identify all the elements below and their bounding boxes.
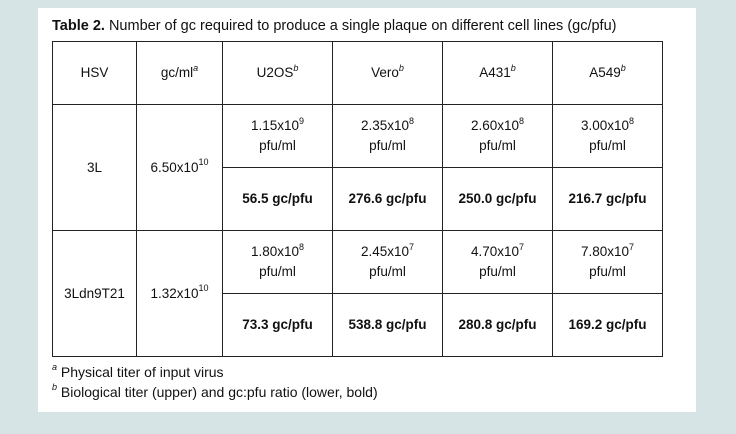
- header-u2os: $U2OS^b$: [223, 42, 333, 105]
- ratio-cell: 56.5 gc/pfu: [223, 168, 333, 231]
- ratio-cell: 169.2 gc/pfu: [553, 294, 663, 357]
- footnote-b: $^b$ Biological titer (upper) and gc:pfu ratio (lower, bold): [52, 382, 378, 400]
- header-a549: A549$^b$: [553, 42, 663, 105]
- ratio-cell: 276.6 gc/pfu: [333, 168, 443, 231]
- header-a431: A431$^b$: [443, 42, 553, 105]
- footnote-a: $^a$ Physical titer of input virus: [52, 362, 224, 380]
- header-vero: Vero$^b$: [333, 42, 443, 105]
- header-hsv: HSV: [53, 42, 137, 105]
- titer-cell: $1.15x10^9$ pfu/ml: [223, 105, 333, 168]
- header-row: [53, 42, 663, 105]
- header-gcml: $gc/ml^a$: [137, 42, 223, 105]
- titer-cell: $1.80x10^8$ pfu/ml: [223, 231, 333, 294]
- table-card: [38, 8, 696, 412]
- ratio-cell: 538.8 gc/pfu: [333, 294, 443, 357]
- titer-cell: $3.00x10^8$ pfu/ml: [553, 105, 663, 168]
- titer-cell: $2.35x10^8$ pfu/ml: [333, 105, 443, 168]
- data-table: [52, 41, 663, 357]
- titer-cell: $7.80x10^7$ pfu/ml: [553, 231, 663, 294]
- row-gcml-3ldn9t21: $1.32x10^{10}$: [137, 231, 223, 357]
- ratio-cell: 216.7 gc/pfu: [553, 168, 663, 231]
- ratio-cell: 280.8 gc/pfu: [443, 294, 553, 357]
- caption-label: Table 2.: [52, 18, 105, 34]
- table-caption: [52, 18, 616, 34]
- titer-cell: $4.70x10^7$ pfu/ml: [443, 231, 553, 294]
- table-row: [53, 231, 663, 294]
- caption-text: Number of gc required to produce a single plaque on different cell lines (gc/pfu): [104, 18, 617, 34]
- ratio-cell: 73.3 gc/pfu: [223, 294, 333, 357]
- table-row: [53, 105, 663, 168]
- row-name-3ldn9t21: 3Ldn9T21: [53, 231, 137, 357]
- ratio-cell: 250.0 gc/pfu: [443, 168, 553, 231]
- row-name-3l: 3L: [53, 105, 137, 231]
- titer-cell: $2.60x10^8$ pfu/ml: [443, 105, 553, 168]
- row-gcml-3l: $6.50x10^{10}$: [137, 105, 223, 231]
- titer-cell: $2.45x10^7$ pfu/ml: [333, 231, 443, 294]
